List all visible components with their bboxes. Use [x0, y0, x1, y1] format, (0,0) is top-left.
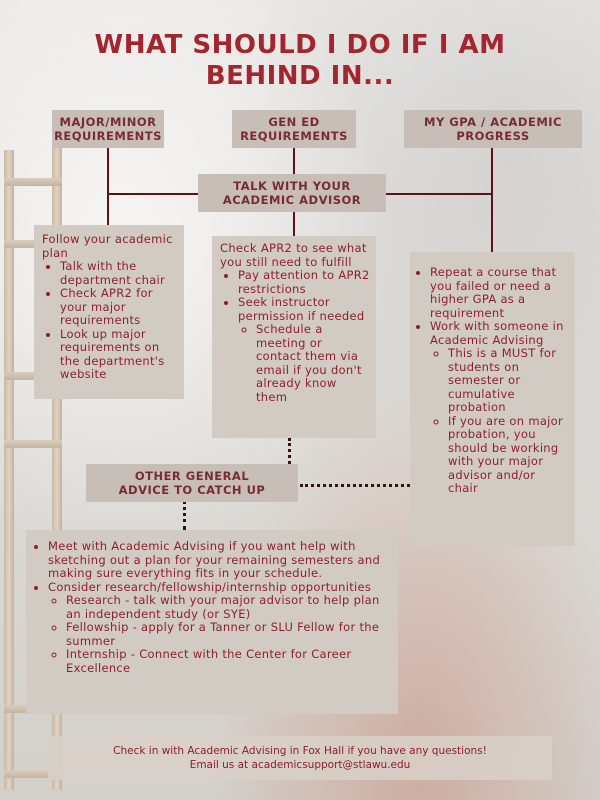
general-item: • Meet with Academic Advising if you want help with sketching out a plan for your remaining semesters and making sure everything fits in your schedule. — [48, 540, 390, 581]
gened-intro: Check APR2 to see what you still need to fulfill — [220, 241, 367, 269]
connector-major-box — [107, 195, 109, 225]
gpa-sub-item: ◦ If you are on major probation, you should be working with your major advisor and/or chair — [448, 415, 569, 496]
header-major-minor — [52, 110, 164, 148]
header-gen-ed — [232, 110, 356, 148]
gpa-sub-item: ◦ This is a MUST for students on semester or cumulative probation — [448, 347, 569, 415]
header-major-line-2: REQUIREMENTS — [54, 129, 162, 143]
general-sub-item: ◦ Research - talk with your major advisor to help plan an independent study (or SYE) — [66, 594, 390, 621]
gened-sub-item: ◦ Schedule a meeting or contact them via email if you don't already know them — [256, 323, 370, 404]
connector-gened-down — [293, 148, 295, 174]
header-other-line-1: OTHER GENERAL — [134, 469, 250, 483]
gpa-item-text: Work with someone in Academic Advising — [430, 319, 564, 347]
gened-item: • Pay attention to APR2 restrictions — [238, 269, 370, 296]
header-gened-line-1: GEN ED — [268, 115, 320, 129]
gpa-item — [430, 320, 569, 496]
major-advice-box — [34, 225, 184, 399]
dotted-connector-gened — [288, 438, 291, 464]
dotted-connector-gpa — [300, 484, 410, 487]
footer-line-2: Email us at academicsupport@stlawu.edu — [189, 759, 411, 771]
page-title — [40, 30, 560, 92]
header-other-advice — [86, 464, 298, 502]
gened-advice-box — [212, 236, 376, 438]
general-item-text: Consider research/fellowship/internship opportunities — [48, 579, 372, 594]
major-item: • Check APR2 for your major requirements — [60, 287, 178, 328]
header-advisor-line-1: TALK WITH YOUR — [233, 179, 351, 193]
connector-gpa-down — [491, 148, 493, 252]
gened-item-text: Seek instructor permission if needed — [238, 295, 365, 323]
header-advisor-line-2: ACADEMIC ADVISOR — [222, 193, 362, 207]
footer-line-1: Check in with Academic Advising in Fox Hall if you have any questions! — [113, 745, 487, 757]
ladder-rung — [4, 178, 62, 186]
dotted-connector-other — [183, 500, 186, 530]
header-gpa — [404, 110, 582, 148]
general-sub-item: ◦ Internship - Connect with the Center for Career Excellence — [66, 648, 390, 675]
header-other-line-2: ADVICE TO CATCH UP — [118, 483, 266, 497]
connector-major-down — [107, 148, 109, 194]
header-major-line-1: MAJOR/MINOR — [59, 115, 157, 129]
general-advice-box — [26, 530, 398, 714]
header-talk-advisor — [198, 174, 386, 212]
major-item: • Talk with the department chair — [60, 260, 178, 287]
general-item — [48, 581, 390, 676]
major-intro: Follow your academic plan — [42, 232, 173, 260]
title-line-1: WHAT SHOULD I DO IF I AM — [94, 30, 506, 60]
gened-item — [238, 296, 370, 404]
gpa-advice-box — [410, 252, 575, 546]
general-sub-item: ◦ Fellowship - apply for a Tanner or SLU Fellow for the summer — [66, 621, 390, 648]
header-gpa-line-1: MY GPA / ACADEMIC — [424, 115, 562, 129]
title-line-2: BEHIND IN... — [205, 61, 395, 91]
gpa-item: • Repeat a course that you failed or need a higher GPA as a requirement — [430, 266, 569, 320]
header-gened-line-2: REQUIREMENTS — [240, 129, 348, 143]
footer-contact — [48, 736, 552, 780]
ladder-rung — [4, 440, 62, 448]
connector-gened-box — [293, 212, 295, 236]
header-gpa-line-2: PROGRESS — [456, 129, 530, 143]
major-item: • Look up major requirements on the department's website — [60, 328, 178, 382]
